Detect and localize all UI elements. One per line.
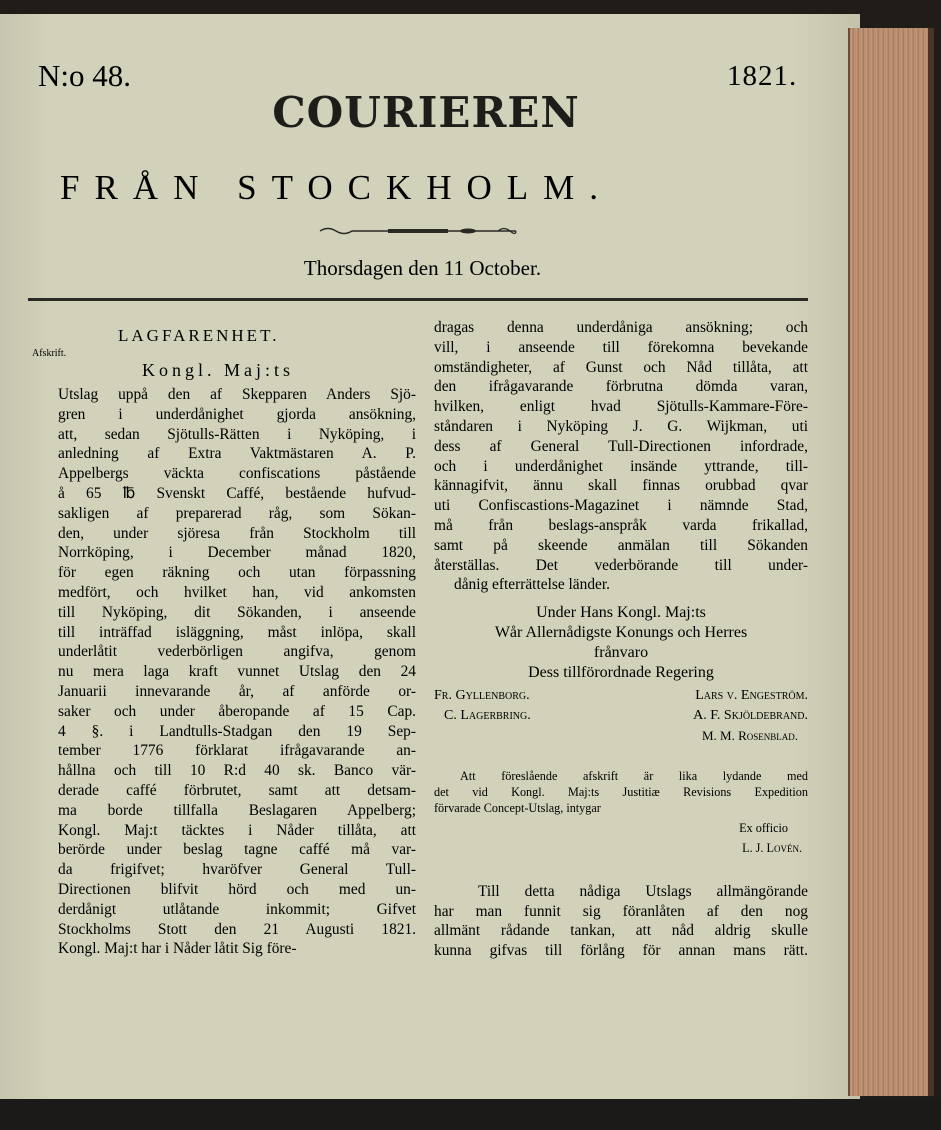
text-line: Appelbergs väckta confiscations påstående [58, 465, 416, 483]
closing-line: Dess tillförordnade Regering [528, 663, 714, 681]
text-line: för egen räkning och utan förpassning [58, 564, 416, 582]
text-line: underlåtit vederbörligen angifva, genom [58, 643, 416, 661]
text-line: saker och under åberopande af 15 Cap. [58, 702, 416, 720]
ornament-divider-icon [318, 225, 518, 237]
text-line: Stockholms Stott den 21 Augusti 1821. [58, 920, 416, 938]
text-line: Norrköping, i December månad 1820, [58, 544, 416, 562]
margin-note: Afskrift. [32, 348, 67, 359]
text-line: må från beslags-anspråk varda frikallad, [434, 516, 808, 534]
text-line: nu mera laga kraft vunnet Utslag den 24 [58, 663, 416, 681]
text-line: sakligen af preparerad råg, som Sökan- [58, 504, 416, 522]
text-line: till Nyköping, dit Sökanden, i anseende [58, 603, 416, 621]
text-line: samt på skeende anmälan till Sökanden [434, 536, 808, 554]
text-line: och i underdånighet insände yttrande, till- [434, 457, 808, 475]
text-line: vill, i anseende till förekomna bevekande [434, 338, 808, 356]
signatories-row [434, 726, 808, 746]
text-line: berörde under beslag tagne caffé må var- [58, 841, 416, 859]
signatories-row [434, 686, 808, 706]
attestation-line: förvarade Concept-Utslag, intygar [434, 800, 601, 815]
closing-line: frånvaro [593, 643, 649, 661]
text-line: å 65 ℔ Svenskt Caffé, bestående hufvud- [58, 484, 416, 502]
text-line: dess af General Tull-Directionen infordrade, [434, 437, 808, 455]
ex-officio: Ex officio [739, 820, 788, 835]
text-line: Kongl. Maj:t täcktes i Nåder tillåta, att [58, 821, 416, 839]
text-line: den, under sjöresa från Stockholm till [58, 524, 416, 542]
text-line: tember 1776 förklarat ifrågavarande an- [58, 742, 416, 760]
text-line: till inträffad isläggning, måst inlöpa, skall [58, 623, 416, 641]
masthead-title: COURIEREN [272, 88, 580, 137]
text-line: ma borde tillfalla Beslagaren Appelberg; [58, 801, 416, 819]
text-line: omständigheter, af Gunst och Nåd tillåta, att [434, 358, 808, 376]
masthead-subtitle: FRÅN STOCKHOLM. [60, 168, 614, 207]
text-line: har man funnit sig föranlåten af den nog [434, 902, 808, 920]
text-line: Directionen blifvit hörd och med un- [58, 880, 416, 898]
text-line: Januarii innevarande år, af anförde or- [58, 682, 416, 700]
closing-line: Under Hans Kongl. Maj:ts [536, 604, 706, 622]
left-column [58, 385, 416, 959]
text-line: da frigifvet; hvaröfver General Tull- [58, 861, 416, 879]
text-line: att, sedan Sjötulls-Rätten i Nyköping, i [58, 425, 416, 443]
scan-border [0, 1099, 941, 1130]
text-line: 4 §. i Landtulls-Stadgan den 19 Sep- [58, 722, 416, 740]
text-line: anledning af Extra Vaktmästaren A. P. [58, 445, 416, 463]
text-line: dragas denna underdåniga ansökning; och [434, 319, 808, 336]
text-line: den ifrågavarande förbrutna dömda varan, [434, 378, 808, 396]
text-line: uti Confiscastions-Magazinet i nämnde Stad, [434, 497, 808, 515]
right-column [434, 318, 808, 961]
text-line: dånig efterrättelse länder. [454, 576, 610, 594]
text-line: derdånigt utlåtande inkommit; Gifvet [58, 900, 416, 918]
signatory: Fr. Gyllenborg. [434, 688, 530, 704]
attestation-block [434, 768, 808, 816]
text-line: Till detta nådiga Utslags allmängörande [478, 882, 808, 900]
text-line: gren i underdånighet gjorda ansökning, [58, 405, 416, 423]
text-line: återställas. Det vederbörande till under- [434, 556, 808, 574]
text-line: ståndaren i Nyköping J. G. Wijkman, uti [434, 417, 808, 435]
signatory: C. Lagerbring. [444, 708, 531, 724]
text-line: Kongl. Maj:t har i Nåder låtit Sig före- [58, 940, 297, 958]
text-line: Utslag uppå den af Skepparen Anders Sjö- [58, 386, 416, 403]
sub-heading: Kongl. Maj:ts [142, 360, 295, 380]
book-spine [848, 28, 930, 1096]
text-line: kännagifvit, ännu skall finnas orubbad qvar [434, 477, 808, 495]
section-heading: LAGFARENHET. [118, 326, 280, 345]
text-line: kunna gifvas till förlång för annan mans rätt. [434, 942, 808, 960]
text-line: derade caffé förbrutet, samt att detsam- [58, 781, 416, 799]
signatory: M. M. Rosenblad. [701, 727, 798, 743]
attestation-line: Att föreslående afskrift är lika lydande med [460, 768, 808, 783]
text-line: allmänt rådande tankan, att nåd aldrig skulle [434, 922, 808, 940]
signatory: A. F. Skjöldebrand. [693, 708, 808, 724]
closing-line: Wår Allernådigste Konungs och Herres [494, 623, 748, 641]
text-line: hållna och till 10 R:d 40 sk. Banco vär- [58, 762, 416, 780]
attestation-signer: L. J. Lovén. [742, 840, 802, 855]
book-edge [928, 28, 934, 1096]
header-rule [28, 298, 808, 301]
signatory: Lars v. Engeström. [695, 688, 808, 704]
signatories-row [434, 706, 808, 726]
issue-year: 1821. [727, 60, 798, 92]
issue-number: N:o 48. [38, 58, 131, 93]
dateline: Thorsdagen den 11 October. [303, 256, 542, 280]
text-line: medfört, och hvilket han, vid ankomsten [58, 583, 416, 601]
text-line: hvilken, enligt hvad Sjötulls-Kammare-Före- [434, 398, 808, 416]
attestation-line: det vid Kongl. Maj:ts Justitiæ Revisions Expedition [434, 784, 808, 799]
